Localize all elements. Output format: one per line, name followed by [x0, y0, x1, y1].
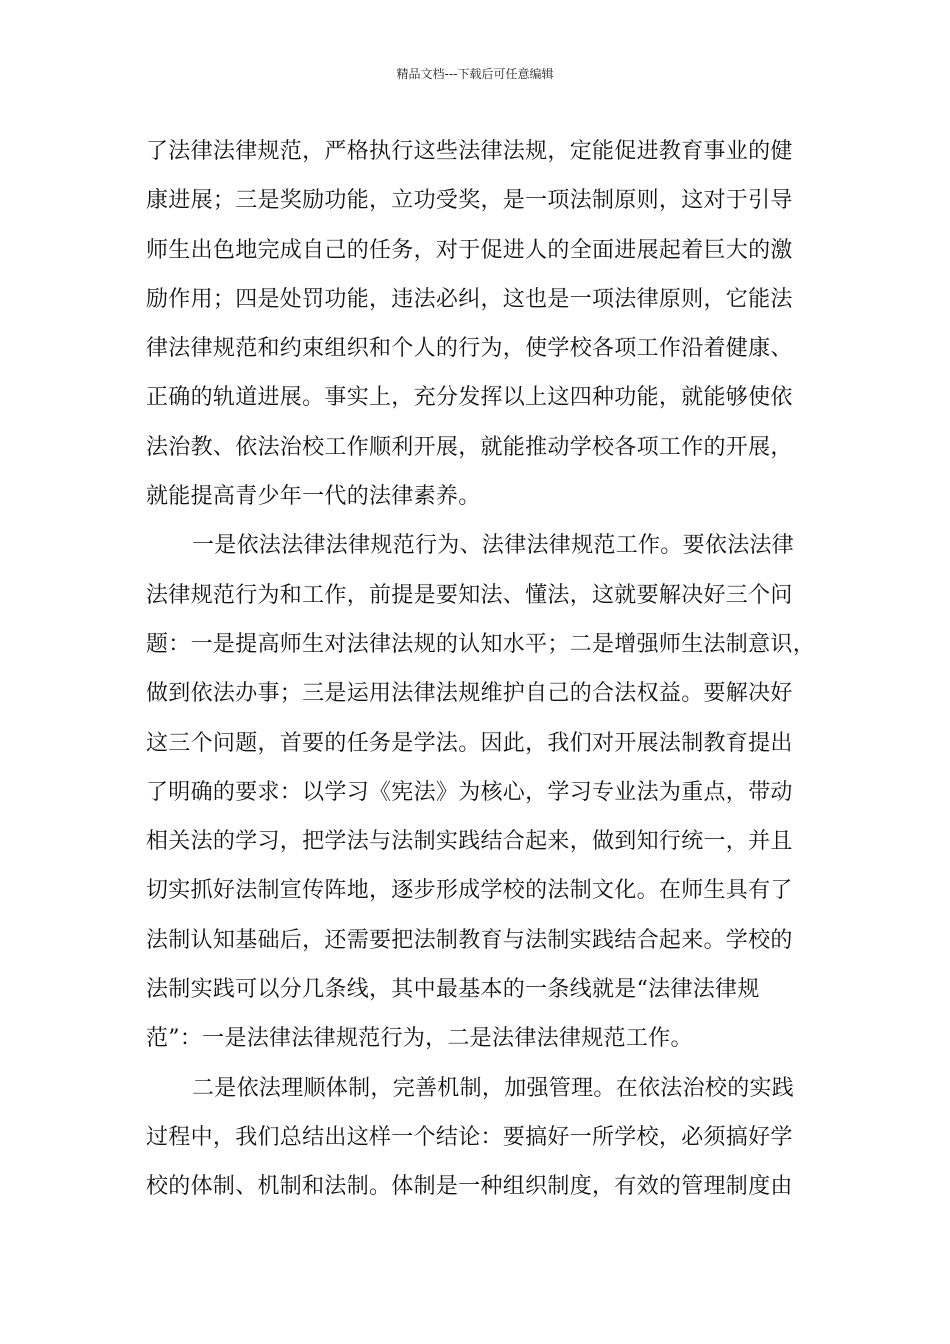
text-line: 这三个问题，首要的任务是学法。因此，我们对开展法制教育提出 [146, 730, 793, 756]
text-line: 正确的轨道进展。事实上，充分发挥以上这四种功能，就能够使依 [146, 385, 793, 411]
text-line: 就能提高青少年一代的法律素养。 [146, 484, 481, 510]
text-line: 法制认知基础后，还需要把法制教育与法制实践结合起来。学校的 [146, 927, 793, 953]
document-body [146, 134, 826, 1219]
text-line: 做到依法办事；三是运用法律法规维护自己的合法权益。要解决好 [146, 681, 793, 707]
text-line: 相关法的学习，把学法与法制实践结合起来，做到知行统一，并且 [146, 829, 793, 855]
page-header: 精品文档---下载后可任意编辑 [396, 67, 554, 81]
text-line: 法治教、依法治校工作顺利开展，就能推动学校各项工作的开展， [146, 434, 793, 460]
text-line: 校的体制、机制和法制。体制是一种组织制度，有效的管理制度由 [146, 1174, 793, 1200]
text-line: 二是依法理顺体制，完善机制，加强管理。在依法治校的实践 [192, 1075, 795, 1101]
text-line: 题：一是提高师生对法律法规的认知水平；二是增强师生法制意识， [146, 631, 816, 657]
text-line: 法制实践可以分几条线，其中最基本的一条线就是“法律法律规 [146, 977, 760, 1003]
text-line: 过程中，我们总结出这样一个结论：要搞好一所学校，必须搞好学 [146, 1124, 793, 1150]
text-line: 励作用；四是处罚功能，违法必纠，这也是一项法律原则，它能法 [146, 286, 793, 312]
text-line: 范”：一是法律法律规范行为，二是法律法律规范工作。 [146, 1026, 693, 1052]
text-line: 师生出色地完成自己的任务，对于促进人的全面进展起着巨大的激 [146, 237, 793, 263]
text-line: 了法律法律规范，严格执行这些法律法规，定能促进教育事业的健 [146, 139, 793, 164]
text-line: 了明确的要求：以学习《宪法》为核心，学习专业法为重点，带动 [146, 779, 793, 805]
text-line: 康进展；三是奖励功能，立功受奖，是一项法制原则，这对于引导 [146, 188, 793, 214]
text-line: 法律规范行为和工作，前提是要知法、懂法，这就要解决好三个问 [146, 582, 793, 608]
text-line: 切实抓好法制宣传阵地，逐步形成学校的法制文化。在师生具有了 [146, 878, 793, 904]
text-line: 一是依法法律法律规范行为、法律法律规范工作。要依法法律 [192, 533, 795, 559]
text-line: 律法律规范和约束组织和个人的行为，使学校各项工作沿着健康、 [146, 336, 793, 362]
